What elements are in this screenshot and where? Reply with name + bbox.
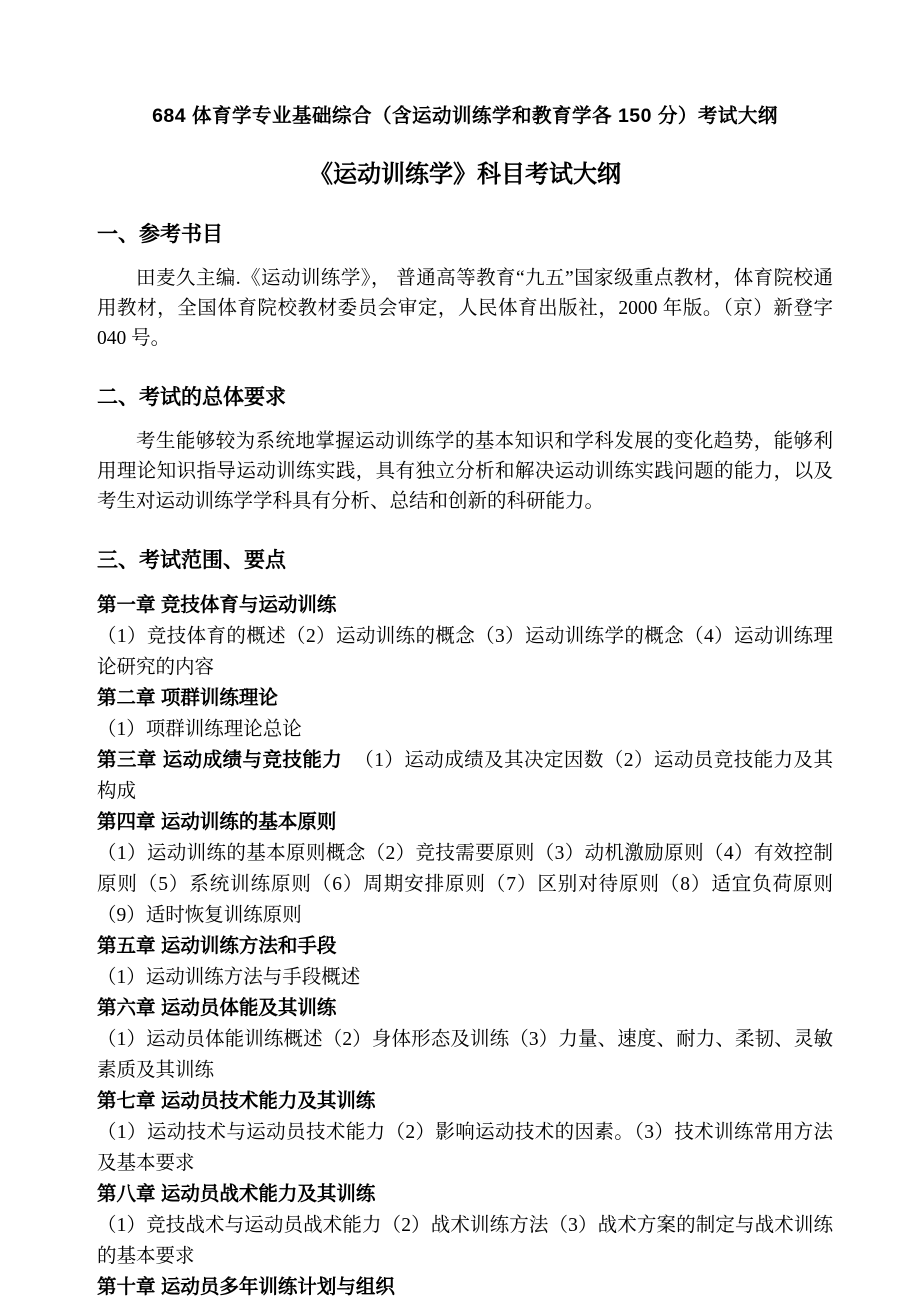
chapter-1-body: （1）竞技体育的概述（2）运动训练的概念（3）运动训练学的概念（4）运动训练理论研究的内容 — [97, 626, 833, 678]
chapter-4-body: （1）运动训练的基本原则概念（2）竞技需要原则（3）动机激励原则（4）有效控制原则（5）系统训练原则（6）周期安排原则（7）区别对待原则（8）适宜负荷原则 （9）适时恢复训练原则 — [97, 843, 833, 926]
chapter-list — [97, 590, 833, 1303]
chapter-7-body: （1）运动技术与运动员技术能力（2）影响运动技术的因素。（3）技术训练常用方法及基本要求 — [97, 1122, 833, 1174]
section-heading-reference-books: 一、参考书目 — [97, 223, 223, 246]
document-subtitle: 《运动训练学》科目考试大纲 — [309, 161, 621, 188]
chapter-3-heading: 第三章 运动成绩与竞技能力 — [97, 749, 343, 771]
chapter-3-line — [97, 745, 833, 807]
chapter-4-heading: 第四章 运动训练的基本原则 — [97, 811, 337, 833]
chapter-10-heading: 第十章 运动员多年训练计划与组织 — [97, 1276, 395, 1298]
reference-books-paragraph: 田麦久主编.《运动训练学》， 普通高等教育“九五”国家级重点教材，体育院校通用教材，全国体育院校教材委员会审定，人民体育出版社，2000 年版。（京）新登字 040 号。 — [97, 268, 833, 349]
overall-requirements-paragraph: 考生能够较为系统地掌握运动训练学的基本知识和学科发展的变化趋势，能够利用理论知识指导运动训练实践，具有独立分析和解决运动训练实践问题的能力，以及考生对运动训练学学科具有分析、总结和创新的科研能力。 — [97, 431, 833, 512]
document-title: 684 体育学专业基础综合（含运动训练学和教育学各 150 分）考试大纲 — [152, 105, 778, 127]
chapter-5-heading: 第五章 运动训练方法和手段 — [97, 935, 337, 957]
chapter-7-heading: 第七章 运动员技术能力及其训练 — [97, 1090, 376, 1112]
chapter-8-heading: 第八章 运动员战术能力及其训练 — [97, 1183, 376, 1205]
section-heading-exam-scope: 三、考试范围、要点 — [97, 549, 286, 572]
chapter-1-heading: 第一章 竞技体育与运动训练 — [97, 594, 337, 616]
chapter-6-heading: 第六章 运动员体能及其训练 — [97, 997, 337, 1019]
chapter-8-body: （1）竞技战术与运动员战术能力（2）战术训练方法（3）战术方案的制定与战术训练的基本要求 — [97, 1215, 833, 1267]
section-heading-overall-requirements: 二、考试的总体要求 — [97, 386, 286, 409]
chapter-2-body: （1）项群训练理论总论 — [97, 719, 302, 740]
chapter-5-body: （1）运动训练方法与手段概述 — [97, 967, 361, 988]
chapter-6-body: （1）运动员体能训练概述（2）身体形态及训练（3）力量、速度、耐力、柔韧、灵敏素质及其训练 — [97, 1029, 833, 1081]
chapter-2-heading: 第二章 项群训练理论 — [97, 687, 278, 709]
chapter-3-body: （1）运动成绩及其决定因数（2）运动员竞技能力及其构成 — [97, 750, 833, 802]
